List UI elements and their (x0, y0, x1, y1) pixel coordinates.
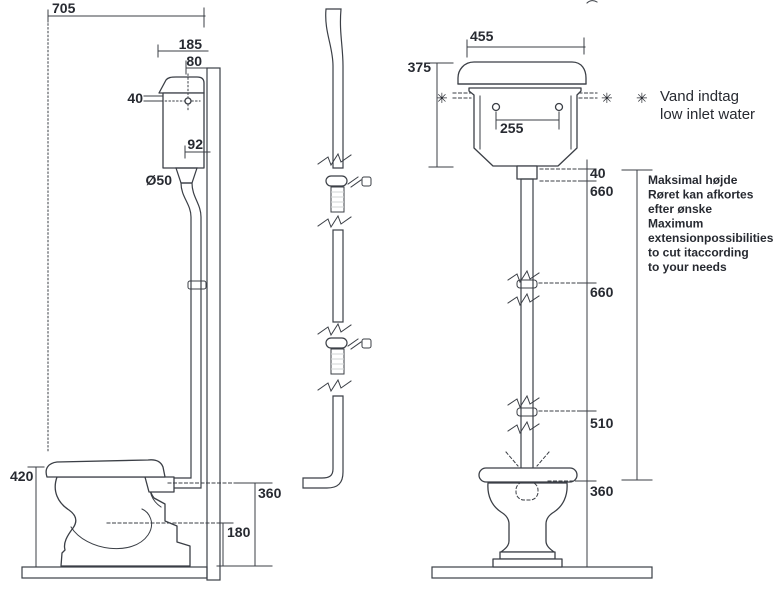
break-symbol (508, 396, 539, 407)
flush-pipe-side (150, 183, 201, 488)
toilet-front-seat (479, 468, 577, 482)
mounting-hole-left (493, 104, 500, 111)
pipe-coupling-lower (517, 408, 537, 416)
dim-420-label: 420 (10, 468, 34, 484)
dim-375 (408, 59, 453, 167)
note-line-6: to cut itaccording (648, 245, 749, 260)
toilet-front-plinth-lower (493, 559, 562, 567)
wall-section (207, 68, 220, 580)
inlet-star-right: ✳ (601, 90, 613, 106)
toilet-front-bowl (488, 483, 567, 552)
dim-40-front-label: 40 (590, 165, 606, 181)
flush-pipe-front (521, 179, 533, 469)
note-line-7: to your needs (648, 260, 727, 274)
side-view (10, 0, 282, 580)
floor-side (22, 567, 207, 578)
cistern-front-body (469, 88, 581, 166)
dim-705-label: 705 (52, 0, 76, 16)
pipe-connector-1 (326, 176, 347, 186)
break-symbol (318, 324, 351, 335)
wall-highlight (215, 69, 218, 579)
break-symbol (508, 294, 539, 305)
dim-360-front-label: 360 (590, 483, 614, 499)
legend (636, 88, 755, 123)
note-line-4: Maximum (648, 216, 704, 231)
dim-255-label: 255 (500, 120, 524, 136)
break-symbol (318, 380, 351, 391)
dim-pipe-diameter-label: Ø50 (145, 172, 172, 188)
dim-180-label: 180 (227, 524, 251, 540)
thread-ribs-1 (331, 192, 344, 207)
dim-455 (467, 28, 585, 57)
connector-nut-1 (362, 177, 371, 186)
inlet-mark-left (453, 93, 471, 98)
dim-705 (48, 0, 205, 27)
cistern-side (150, 74, 204, 168)
flush-valve-side (176, 168, 197, 183)
cistern-front-lid (458, 62, 586, 84)
threaded-section-1 (331, 187, 344, 212)
connector-nut-2 (362, 339, 371, 348)
toilet-side-back-block (145, 477, 174, 492)
note-line-1: Maksimal højde (648, 173, 738, 187)
dim-80-label: 80 (186, 53, 202, 69)
toilet-front-plinth-upper (500, 552, 555, 559)
inlet-mark-right (579, 93, 597, 98)
dim-510-label: 510 (590, 415, 614, 431)
dim-660-upper-label: 660 (590, 183, 614, 199)
legend-star: ✳ (636, 90, 648, 106)
dim-92-label: 92 (187, 136, 203, 152)
detail-pipe-top (326, 9, 343, 168)
dim-455-label: 455 (470, 28, 494, 44)
inlet-hole-side (185, 98, 191, 104)
front-view (408, 28, 652, 578)
note-line-2: Røret kan afkortes (648, 187, 754, 202)
dim-360-side-label: 360 (258, 485, 282, 501)
break-symbol (508, 422, 539, 433)
cistern-side-lid (159, 77, 204, 93)
toilet-side-seat (46, 460, 165, 477)
pipe-connector-2 (326, 338, 347, 348)
dim-660-mid-label: 660 (590, 284, 614, 300)
detail-pipe-middle (333, 230, 343, 322)
inlet-star-left: ✳ (436, 90, 448, 106)
floor-front (432, 567, 652, 578)
cistern-front (436, 62, 613, 166)
dim-40-side (127, 90, 163, 106)
connector-arrow-1 (348, 177, 361, 187)
detail-pipe-bottom (303, 396, 343, 488)
dim-185-label: 185 (178, 36, 202, 52)
toilet-front (479, 468, 577, 567)
note-line-5: extensionpossibilities (648, 231, 774, 245)
dim-80 (186, 53, 208, 74)
connector-arrow-2 (348, 339, 361, 349)
toilet-side (46, 460, 190, 566)
dim-420 (10, 467, 44, 567)
thread-ribs-2 (331, 354, 344, 369)
note-block (648, 173, 774, 274)
break-symbol (318, 216, 351, 227)
flush-valve-front (517, 166, 537, 179)
break-symbol (318, 154, 351, 165)
mounting-hole-right (556, 104, 563, 111)
detail-view (303, 9, 371, 488)
top-edge-fragment (587, 1, 597, 3)
dim-375-label: 375 (407, 59, 431, 75)
legend-line1: Vand indtag (660, 88, 739, 105)
bowl-connection-dashes (506, 452, 549, 466)
threaded-section-2 (331, 349, 344, 374)
cistern-side-body (163, 93, 204, 168)
dim-40-side-label: 40 (127, 90, 143, 106)
note-line-3: efter ønske (648, 202, 713, 216)
legend-line2: low inlet water (660, 106, 756, 123)
